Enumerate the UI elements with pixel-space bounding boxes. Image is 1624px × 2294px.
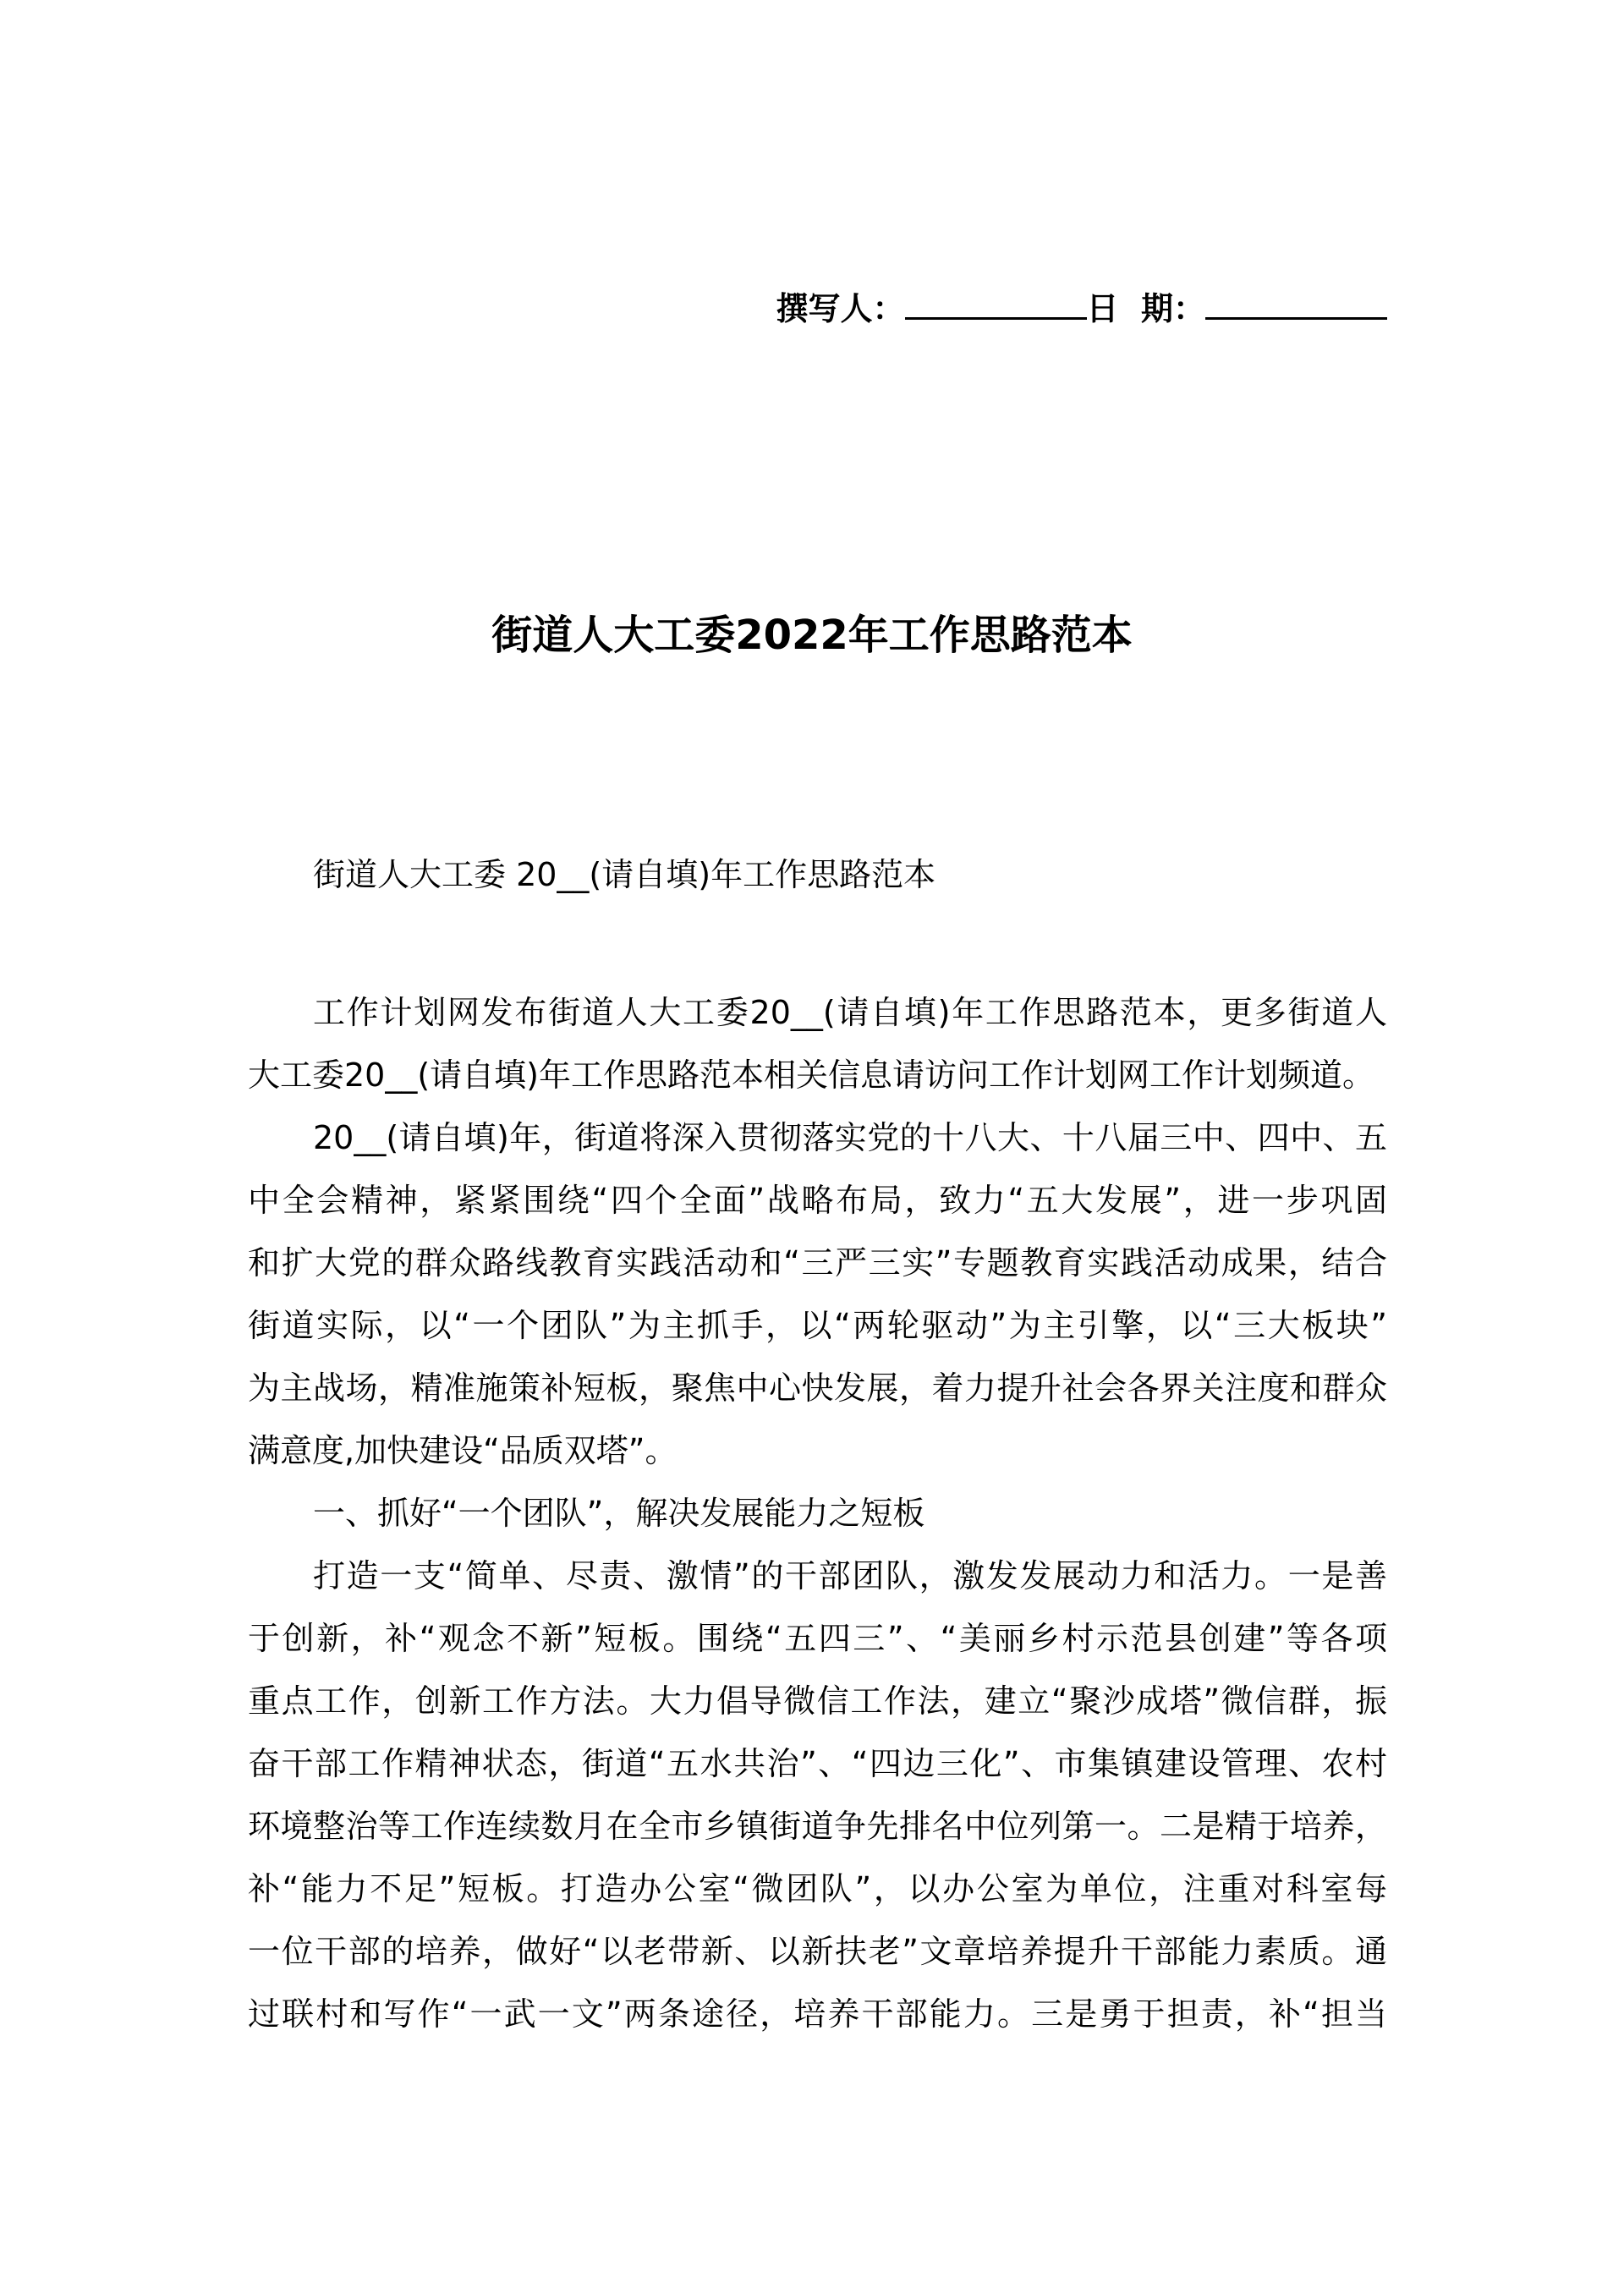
text-line: 20__(请自填)年，街道将深入贯彻落实党的十八大、十八届三中、四中、五 <box>313 1119 1387 1156</box>
text-line: 打造一支“简单、尽责、激情”的干部团队，激发发展动力和活力。一是善 <box>313 1557 1387 1594</box>
text-line: 一位干部的培养，做好“以老带新、以新扶老”文章培养提升干部能力素质。通 <box>248 1933 1387 1970</box>
document-title: 街道人大工委2022年工作思路范本 <box>491 612 1133 659</box>
text-line: 一、抓好“一个团队”，解决发展能力之短板 <box>313 1495 925 1532</box>
text-line: 满意度,加快建设“品质双塔”。 <box>248 1432 678 1469</box>
text-line: 和扩大党的群众路线教育实践活动和“三严三实”专题教育实践活动成果，结合 <box>248 1244 1387 1281</box>
text-line: 过联村和写作“一武一文”两条途径，培养干部能力。三是勇于担责，补“担当 <box>248 1995 1387 2033</box>
section-heading <box>248 1482 1387 1545</box>
document-body <box>248 981 1387 2045</box>
text-line: 大工委20__(请自填)年工作思路范本相关信息请访问工作计划网工作计划频道。 <box>248 1056 1375 1094</box>
date-blank-field <box>1205 288 1387 320</box>
text-line: 于创新，补“观念不新”短板。围绕“五四三”、“美丽乡村示范县创建”等各项 <box>248 1620 1387 1657</box>
text-line: 奋干部工作精神状态，街道“五水共治”、“四边三化”、市集镇建设管理、农村 <box>248 1745 1387 1782</box>
paragraph <box>248 981 1387 1106</box>
paragraph <box>248 1545 1387 2045</box>
author-blank-field <box>905 288 1087 320</box>
text-line: 街道实际，以“一个团队”为主抓手，以“两轮驱动”为主引擎，以“三大板块” <box>248 1307 1387 1344</box>
text-line: 环境整治等工作连续数月在全市乡镇街道争先排名中位列第一。二是精于培养， <box>248 1808 1387 1845</box>
text-line: 为主战场，精准施策补短板，聚焦中心快发展，着力提升社会各界关注度和群众 <box>248 1369 1387 1407</box>
document-subtitle: 街道人大工委 20__(请自填)年工作思路范本 <box>313 856 936 893</box>
author-date-line <box>776 283 1387 329</box>
date-label: 日 期： <box>1086 290 1205 327</box>
text-line: 补“能力不足”短板。打造办公室“微团队”，以办公室为单位，注重对科室每 <box>248 1870 1387 1907</box>
paragraph <box>248 1106 1387 1482</box>
author-label: 撰写人： <box>776 290 905 327</box>
text-line: 工作计划网发布街道人大工委20__(请自填)年工作思路范本，更多街道人 <box>313 994 1387 1031</box>
text-line: 中全会精神，紧紧围绕“四个全面”战略布局，致力“五大发展”，进一步巩固 <box>248 1182 1387 1219</box>
text-line: 重点工作，创新工作方法。大力倡导微信工作法，建立“聚沙成塔”微信群，振 <box>248 1682 1387 1720</box>
